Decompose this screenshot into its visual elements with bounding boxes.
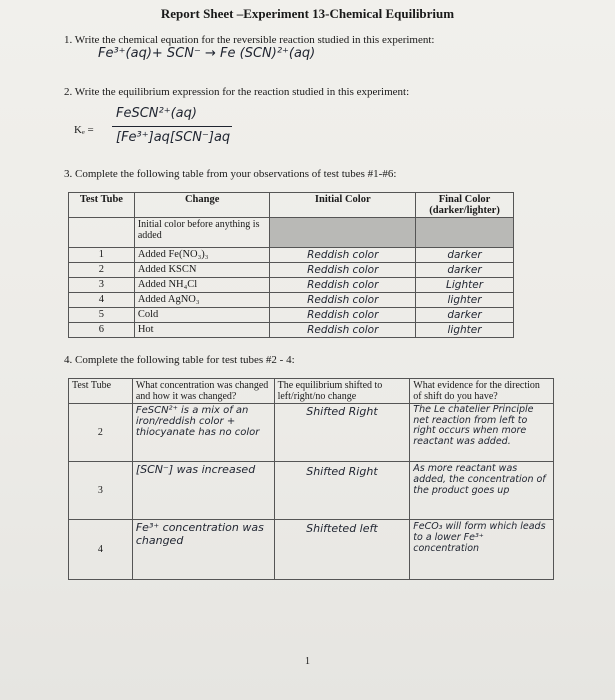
header-initial-color: Initial Color xyxy=(270,193,416,218)
tube-number: 5 xyxy=(69,308,135,323)
tube-number: 2 xyxy=(69,404,133,462)
table-row xyxy=(69,462,554,520)
observations-table xyxy=(68,192,514,338)
shift-analysis-table xyxy=(68,378,554,580)
tube-number: 3 xyxy=(69,278,135,293)
header-test-tube: Test Tube xyxy=(69,193,135,218)
table-row xyxy=(69,278,514,293)
question-1-prompt: 1. Write the chemical equation for the reversible reaction studied in this experiment: xyxy=(64,34,435,46)
initial-row-tube xyxy=(69,218,135,248)
table-row xyxy=(69,404,554,462)
concentration-cell: FeSCN²⁺ is a mix of an iron/reddish color + thiocyanate has no color xyxy=(132,404,274,462)
table-row xyxy=(69,263,514,278)
tube-number: 1 xyxy=(69,248,135,263)
initial-row-shaded xyxy=(270,218,416,248)
kc-label: Kₑ = xyxy=(74,124,94,136)
change-cell: Added NH₄Cl xyxy=(134,278,270,293)
observations-header-row xyxy=(69,193,514,218)
table-row xyxy=(69,293,514,308)
evidence-cell: FeCO₃ will form which leads to a lower Fe³⁺ concentration xyxy=(410,520,554,580)
shift-cell: Shifted Right xyxy=(274,404,410,462)
kc-numerator: FeSCN²⁺(aq) xyxy=(116,106,197,121)
table-row xyxy=(69,248,514,263)
initial-color-cell: Reddish color xyxy=(270,293,416,308)
question-3-prompt: 3. Complete the following table from your observations of test tubes #1-#6: xyxy=(64,168,397,180)
header-evidence: What evidence for the direction of shift do you have? xyxy=(410,379,554,404)
initial-color-cell: Reddish color xyxy=(270,263,416,278)
tube-number: 2 xyxy=(69,263,135,278)
concentration-cell: [SCN⁻] was increased xyxy=(132,462,274,520)
question-2-prompt: 2. Write the equilibrium expression for the reaction studied in this experiment: xyxy=(64,86,410,98)
evidence-cell: The Le chatelier Principle net reaction from left to right occurs when more reactant was added. xyxy=(410,404,554,462)
initial-color-cell: Reddish color xyxy=(270,308,416,323)
final-color-cell: Lighter xyxy=(416,278,514,293)
table-row xyxy=(69,308,514,323)
final-color-cell: lighter xyxy=(416,323,514,338)
header-final-color: Final Color (darker/lighter) xyxy=(416,193,514,218)
tube-number: 4 xyxy=(69,520,133,580)
change-cell: Cold xyxy=(134,308,270,323)
header-change: Change xyxy=(134,193,270,218)
tube-number: 4 xyxy=(69,293,135,308)
final-color-cell: darker xyxy=(416,308,514,323)
shift-cell: Shifted Right xyxy=(274,462,410,520)
tube-number: 6 xyxy=(69,323,135,338)
initial-row-shaded-final xyxy=(416,218,514,248)
change-cell: Added AgNO₃ xyxy=(134,293,270,308)
shift-header-row xyxy=(69,379,554,404)
final-color-cell: darker xyxy=(416,263,514,278)
page-number: 1 xyxy=(305,656,310,667)
observations-initial-row xyxy=(69,218,514,248)
shift-cell: Shifteted left xyxy=(274,520,410,580)
initial-color-cell: Reddish color xyxy=(270,278,416,293)
question-4-prompt: 4. Complete the following table for test tubes #2 - 4: xyxy=(64,354,295,366)
final-color-cell: lighter xyxy=(416,293,514,308)
initial-color-cell: Reddish color xyxy=(270,248,416,263)
change-cell: Hot xyxy=(134,323,270,338)
evidence-cell: As more reactant was added, the concentration of the product goes up xyxy=(410,462,554,520)
initial-color-cell: Reddish color xyxy=(270,323,416,338)
final-color-cell: darker xyxy=(416,248,514,263)
concentration-cell: Fe³⁺ concentration was changed xyxy=(132,520,274,580)
change-cell: Added KSCN xyxy=(134,263,270,278)
table-row xyxy=(69,323,514,338)
header-shift: The equilibrium shifted to left/right/no change xyxy=(274,379,410,404)
question-1-answer: Fe³⁺(aq)+ SCN⁻ → Fe (SCN)²⁺(aq) xyxy=(98,46,316,61)
header-concentration: What concentration was changed and how it was changed? xyxy=(132,379,274,404)
tube-number: 3 xyxy=(69,462,133,520)
header-test-tube: Test Tube xyxy=(69,379,133,404)
initial-row-change: Initial color before anything is added xyxy=(134,218,270,248)
fraction-bar xyxy=(112,126,232,127)
change-cell: Added Fe(NO₃)₃ xyxy=(134,248,270,263)
page-title: Report Sheet –Experiment 13-Chemical Equilibrium xyxy=(160,6,455,21)
table-row xyxy=(69,520,554,580)
kc-denominator: [Fe³⁺]aq[SCN⁻]aq xyxy=(116,130,231,145)
